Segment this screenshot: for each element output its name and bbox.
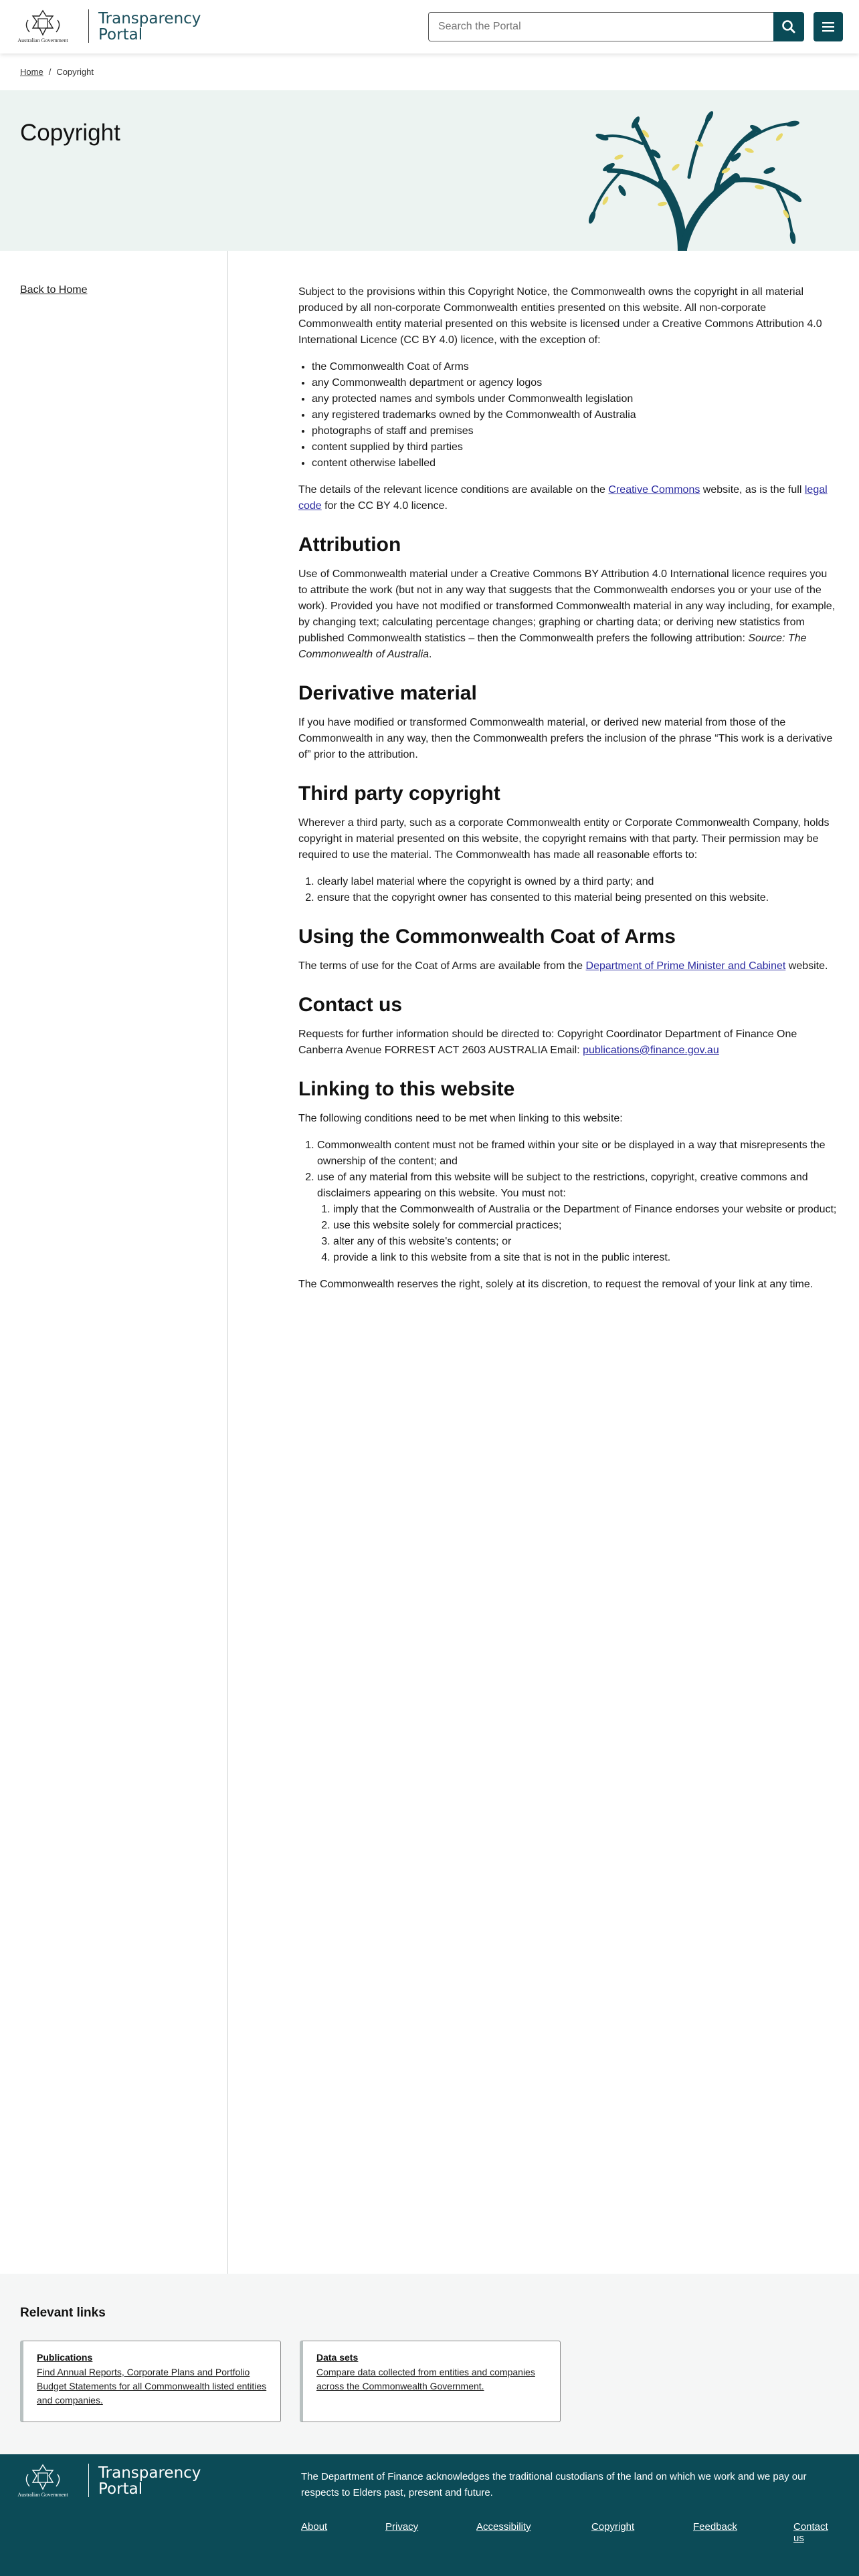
publications-card[interactable] <box>20 2341 281 2422</box>
card-title: Publications <box>37 2352 93 2363</box>
footer-portal-title <box>98 2465 201 2497</box>
linking-list <box>317 1138 838 1266</box>
footer-link-accessibility[interactable]: Accessibility <box>476 2521 531 2533</box>
page-title: Copyright <box>20 120 120 146</box>
list-item <box>317 1170 838 1266</box>
list-item: 1. clearly label material where the copyright is owned by a third party; and <box>317 874 838 890</box>
list-item: 4. provide a link to this website from a site that is not in the public interest. <box>333 1250 838 1266</box>
list-item: 2. ensure that the copyright owner has consented to this material being presented on this website. <box>317 890 838 906</box>
acknowledgement-text: The Department of Finance acknowledges the traditional custodians of the land on which we work and we pay our respects to Elders past, present and future. <box>301 2471 807 2498</box>
list-item: • the Commonwealth Coat of Arms <box>312 359 838 375</box>
relevant-links-section <box>0 2274 859 2454</box>
portal-title[interactable] <box>98 11 201 43</box>
list-item: • any registered trademarks owned by the Commonwealth of Australia <box>312 407 838 423</box>
breadcrumb-home-link[interactable]: Home <box>20 67 43 77</box>
back-to-home-link[interactable]: Back to Home <box>20 284 88 296</box>
search-button[interactable] <box>773 12 804 41</box>
coat-of-arms-paragraph <box>298 958 838 974</box>
sidebar-divider <box>227 251 228 2274</box>
coat-text: The terms of use for the Coat of Arms are available from the <box>298 960 586 972</box>
licence-details-text: The details of the relevant licence conditions are available on the <box>298 484 609 496</box>
site-header <box>0 0 859 53</box>
breadcrumb-current: Copyright <box>56 67 94 77</box>
derivative-heading: Derivative material <box>298 682 477 704</box>
creative-commons-link[interactable]: Creative Commons <box>608 484 700 496</box>
list-item: 2. use this website solely for commercial practices; <box>333 1218 838 1234</box>
list-item: • photographs of staff and premises <box>312 423 838 439</box>
breadcrumb-separator: / <box>48 67 52 77</box>
page-hero <box>0 90 859 251</box>
list-item: 3. alter any of this website's contents; or <box>333 1234 838 1250</box>
list-item: • any protected names and symbols under Commonwealth legislation <box>312 391 838 407</box>
attribution-text: Use of Commonwealth material under a Creative Commons BY Attribution 4.0 International licence requires you to attribute the work (but not in any way that suggests that the Commonwealth endorses you or your use of the work). Provided you have not modified or transformed Commonwealth material in any way including, for example, by changing text; calculating percentage changes; graphing or charting data; or deriving new statistics from published Commonwealth statistics – then the Commonwealth prefers the following attribution: <box>298 568 836 644</box>
footer-link-copyright[interactable]: Copyright <box>591 2521 635 2533</box>
portal-title-line2: Portal <box>98 2480 143 2498</box>
legal-code-link[interactable]: legal code <box>298 484 828 512</box>
main-content <box>298 284 838 1303</box>
attribution-end: . <box>429 649 432 660</box>
list-item: • content otherwise labelled <box>312 455 838 471</box>
list-item: 1. imply that the Commonwealth of Australia or the Department of Finance endorses your website or product; <box>333 1202 838 1218</box>
logo-divider <box>88 2464 89 2497</box>
attribution-source: Source: The Commonwealth of Australia <box>298 633 807 660</box>
list-item-text: use of any material from this website will be subject to the restrictions, copyright, creative commons and disclaimers appearing on this website. You must not: <box>317 1172 808 1199</box>
third-party-list <box>317 874 838 906</box>
linking-heading: Linking to this website <box>298 1078 515 1100</box>
tree-illustration <box>582 104 809 251</box>
portal-title-line2: Portal <box>98 26 143 43</box>
list-item: 1. Commonwealth content must not be framed within your site or be displayed in a way that misrepresents the ownership of the content; and <box>317 1138 838 1170</box>
site-footer <box>0 2454 859 2576</box>
coat-of-arms-icon <box>16 2462 70 2500</box>
menu-button[interactable] <box>814 12 843 41</box>
footer-link-contact[interactable]: Contact us <box>793 2521 828 2544</box>
intro-paragraph: Subject to the provisions within this Copyright Notice, the Commonwealth owns the copyright in all material produced by all non-corporate Commonwealth entities presented on this website. All non-corporate Commonwealth entity material presented on this website is licensed under a Creative Commons Attribution 4.0 International Licence (CC BY 4.0) licence, with the exception of: <box>298 286 822 346</box>
menu-icon <box>814 12 843 41</box>
email-link[interactable]: publications@finance.gov.au <box>583 1045 719 1056</box>
third-party-heading: Third party copyright <box>298 782 500 804</box>
exceptions-list <box>312 359 838 471</box>
breadcrumb <box>20 67 94 77</box>
attribution-heading: Attribution <box>298 534 401 556</box>
linking-sublist <box>333 1202 838 1266</box>
gov-caption: Australian Government <box>17 2492 68 2498</box>
licence-details-paragraph <box>298 482 838 514</box>
relevant-links-heading: Relevant links <box>20 2306 106 2320</box>
list-item: • any Commonwealth department or agency logos <box>312 375 838 391</box>
card-description: Compare data collected from entities and companies across the Commonwealth Government. <box>316 2367 535 2391</box>
licence-details-text: website, as is the full <box>700 484 805 496</box>
footer-link-feedback[interactable]: Feedback <box>693 2521 737 2533</box>
search-icon <box>773 12 804 41</box>
derivative-paragraph: If you have modified or transformed Commonwealth material, or derived new material from those of the Commonwealth in any way, then the Commonwealth prefers the inclusion of the phrase “This work is a derivative of” prior to the attribution. <box>298 717 833 760</box>
gov-caption: Australian Government <box>17 37 68 43</box>
contact-paragraph <box>298 1027 838 1059</box>
linking-intro: The following conditions need to be met when linking to this website: <box>298 1113 623 1124</box>
footer-link-about[interactable]: About <box>301 2521 328 2533</box>
attribution-paragraph <box>298 566 838 663</box>
card-description: Find Annual Reports, Corporate Plans and Portfolio Budget Statements for all Commonwealth listed entities and companies. <box>37 2367 267 2405</box>
contact-heading: Contact us <box>298 994 403 1016</box>
list-item: • content supplied by third parties <box>312 439 838 455</box>
third-party-paragraph: Wherever a third party, such as a corporate Commonwealth entity or Corporate Commonwealth Company, holds copyright in material presented on this website, the copyright remains with that party. Their permission may be required to use the material. The Commonwealth has made all reasonable efforts to: <box>298 817 830 861</box>
card-title: Data sets <box>316 2352 359 2363</box>
portal-title-line1: Transparency <box>98 10 201 27</box>
footer-link-privacy[interactable]: Privacy <box>385 2521 419 2533</box>
contact-text: Requests for further information should be directed to: Copyright Coordinator Department of Finance One Canberra Avenue FORREST ACT 2603 AUSTRALIA Email: <box>298 1029 797 1056</box>
pm-and-cabinet-link[interactable]: Department of Prime Minister and Cabinet <box>585 960 786 972</box>
linking-closing: The Commonwealth reserves the right, solely at its discretion, to request the removal of your link at any time. <box>298 1279 814 1290</box>
coat-text: website. <box>785 960 828 972</box>
licence-details-text: for the CC BY 4.0 licence. <box>321 500 448 512</box>
search-input[interactable] <box>428 12 775 41</box>
logo-divider <box>88 9 89 43</box>
data-sets-card[interactable] <box>300 2341 561 2422</box>
coat-of-arms-heading: Using the Commonwealth Coat of Arms <box>298 926 676 948</box>
coat-of-arms-icon <box>16 8 70 45</box>
portal-title-line1: Transparency <box>98 2464 201 2482</box>
